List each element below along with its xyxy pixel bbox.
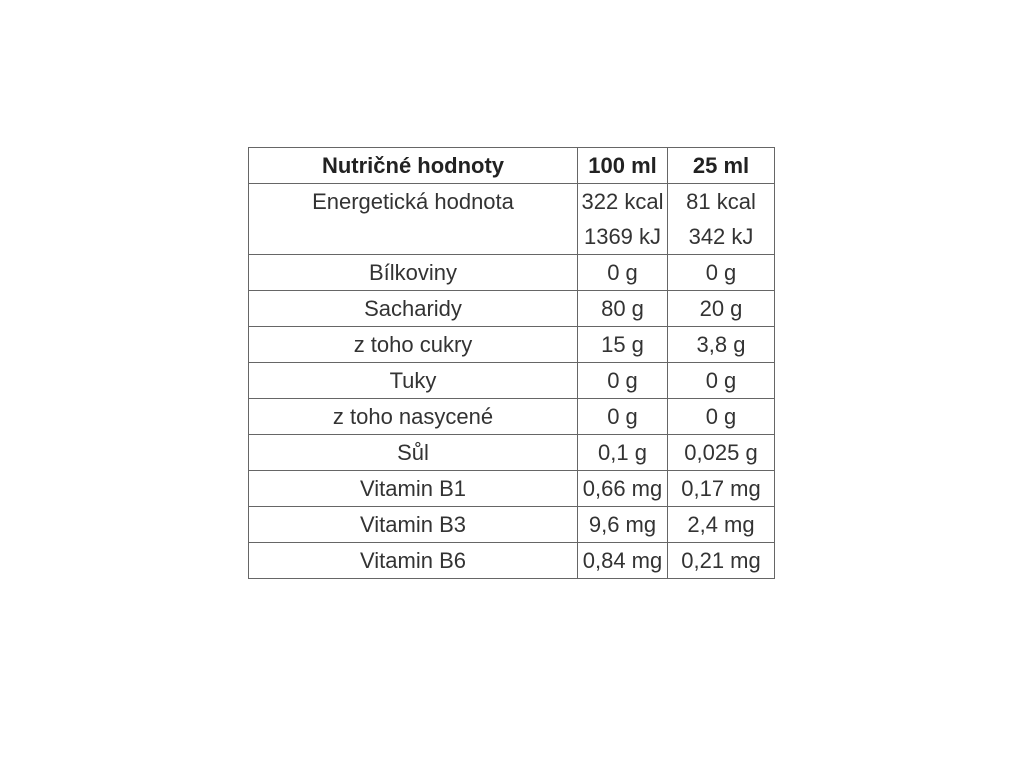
table-row: [249, 543, 775, 579]
value-per-25ml: 0 g: [668, 399, 775, 435]
value-per-25ml: 0,21 mg: [668, 543, 775, 579]
table-row: [249, 435, 775, 471]
value-per-25ml: 20 g: [668, 291, 775, 327]
table-row: [249, 255, 775, 291]
row-label: Bílkoviny: [249, 255, 578, 291]
value-per-100ml: 322 kcal 1369 kJ: [578, 184, 668, 255]
row-label: Energetická hodnota: [249, 184, 578, 255]
value-per-25ml: 0,17 mg: [668, 471, 775, 507]
row-label: z toho nasycené: [249, 399, 578, 435]
value-per-25ml: 0 g: [668, 255, 775, 291]
table-row: [249, 363, 775, 399]
value-per-25ml: 2,4 mg: [668, 507, 775, 543]
value-per-100ml: 0 g: [578, 399, 668, 435]
row-label: z toho cukry: [249, 327, 578, 363]
nutrition-table: [248, 147, 775, 579]
value-per-100ml: 80 g: [578, 291, 668, 327]
value-per-100ml: 0,66 mg: [578, 471, 668, 507]
value-per-25ml: 81 kcal 342 kJ: [668, 184, 775, 255]
value-per-25ml: 3,8 g: [668, 327, 775, 363]
header-nutrient: Nutričné hodnoty: [249, 148, 578, 184]
row-label: Tuky: [249, 363, 578, 399]
header-row: [249, 148, 775, 184]
value-per-100ml: 0 g: [578, 363, 668, 399]
table-row: [249, 471, 775, 507]
table-row: [249, 291, 775, 327]
value-per-100ml: 15 g: [578, 327, 668, 363]
table-header: [249, 148, 775, 184]
value-per-100ml: 0,84 mg: [578, 543, 668, 579]
header-per-25ml: 25 ml: [668, 148, 775, 184]
value-per-100ml: 0,1 g: [578, 435, 668, 471]
table-body: [249, 184, 775, 579]
table-row-energy: [249, 184, 775, 255]
table-row: [249, 507, 775, 543]
row-label: Sacharidy: [249, 291, 578, 327]
value-per-25ml: 0 g: [668, 363, 775, 399]
row-label: Vitamin B3: [249, 507, 578, 543]
table-row: [249, 327, 775, 363]
row-label: Vitamin B6: [249, 543, 578, 579]
value-per-25ml: 0,025 g: [668, 435, 775, 471]
table-row: [249, 399, 775, 435]
value-per-100ml: 9,6 mg: [578, 507, 668, 543]
row-label: Sůl: [249, 435, 578, 471]
header-per-100ml: 100 ml: [578, 148, 668, 184]
value-per-100ml: 0 g: [578, 255, 668, 291]
row-label: Vitamin B1: [249, 471, 578, 507]
